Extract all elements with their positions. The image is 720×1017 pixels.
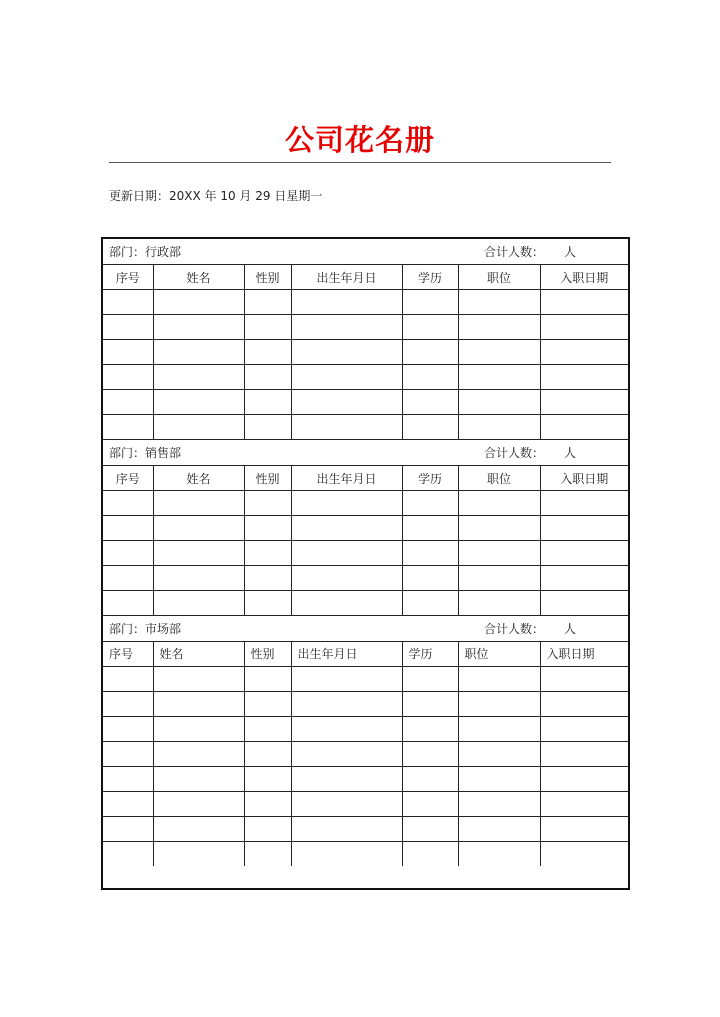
- dept-label: 部门：行政部: [109, 245, 182, 260]
- table-row: [103, 741, 628, 766]
- table-cell[interactable]: [458, 315, 540, 340]
- table-cell[interactable]: [402, 766, 458, 791]
- table-cell[interactable]: [291, 315, 402, 340]
- title-divider: [109, 162, 611, 163]
- table-cell[interactable]: [153, 816, 244, 841]
- table-cell[interactable]: [540, 340, 628, 365]
- table-cell[interactable]: [458, 791, 540, 816]
- table-cell[interactable]: [103, 390, 153, 415]
- table-cell[interactable]: [244, 365, 291, 390]
- table-cell[interactable]: [103, 491, 153, 516]
- table-cell[interactable]: [402, 315, 458, 340]
- headcount-label: 合计人数：: [483, 621, 544, 636]
- table-cell[interactable]: [458, 541, 540, 566]
- col-header-position: 职位: [458, 265, 540, 290]
- table-cell[interactable]: [458, 340, 540, 365]
- table-cell[interactable]: [244, 841, 291, 866]
- table-cell[interactable]: [244, 716, 291, 741]
- table-cell[interactable]: [153, 591, 244, 616]
- table-cell[interactable]: [103, 766, 153, 791]
- table-cell[interactable]: [103, 315, 153, 340]
- headcount-unit: 人: [563, 621, 576, 636]
- col-header-birthdate: 出生年月日: [291, 265, 402, 290]
- table-cell[interactable]: [291, 566, 402, 591]
- table-cell[interactable]: [153, 766, 244, 791]
- table-cell[interactable]: [153, 390, 244, 415]
- col-header-hire-date: 入职日期: [540, 641, 628, 666]
- table-cell[interactable]: [244, 791, 291, 816]
- col-header-education: 学历: [402, 265, 458, 290]
- table-cell[interactable]: [103, 691, 153, 716]
- table-cell[interactable]: [244, 315, 291, 340]
- dept-label: 部门：销售部: [109, 446, 182, 461]
- table-cell[interactable]: [540, 541, 628, 566]
- table-row: [103, 666, 628, 691]
- table-cell[interactable]: [291, 841, 402, 866]
- table-cell[interactable]: [153, 841, 244, 866]
- col-header-index: 序号: [103, 641, 153, 666]
- table-cell[interactable]: [540, 415, 628, 440]
- col-header-birthdate: 出生年月日: [291, 641, 402, 666]
- table-cell[interactable]: [103, 666, 153, 691]
- col-header-position: 职位: [458, 641, 540, 666]
- table-cell[interactable]: [540, 591, 628, 616]
- table-row: [103, 841, 628, 866]
- table-cell[interactable]: [402, 566, 458, 591]
- dept-header-row: [103, 616, 628, 642]
- headcount-label: 合计人数：: [483, 245, 544, 260]
- table-cell[interactable]: [402, 516, 458, 541]
- table-cell[interactable]: [540, 666, 628, 691]
- column-header-row: [103, 265, 628, 290]
- table-cell[interactable]: [458, 390, 540, 415]
- table-cell[interactable]: [402, 491, 458, 516]
- table-cell[interactable]: [103, 290, 153, 315]
- table-cell[interactable]: [291, 415, 402, 440]
- col-header-name: 姓名: [153, 466, 244, 491]
- headcount-label: 合计人数：: [483, 446, 544, 461]
- table-cell[interactable]: [540, 290, 628, 315]
- table-cell[interactable]: [291, 716, 402, 741]
- table-row: [103, 566, 628, 591]
- table-row: [103, 365, 628, 390]
- table-cell[interactable]: [291, 290, 402, 315]
- table-cell[interactable]: [291, 516, 402, 541]
- table-cell[interactable]: [244, 415, 291, 440]
- table-row: [103, 516, 628, 541]
- table-cell[interactable]: [540, 516, 628, 541]
- col-header-name: 姓名: [153, 641, 244, 666]
- table-row: [103, 340, 628, 365]
- table-cell[interactable]: [458, 415, 540, 440]
- table-cell[interactable]: [458, 566, 540, 591]
- table-cell[interactable]: [402, 816, 458, 841]
- table-cell[interactable]: [540, 741, 628, 766]
- table-cell[interactable]: [540, 791, 628, 816]
- table-cell[interactable]: [458, 691, 540, 716]
- table-cell[interactable]: [402, 390, 458, 415]
- table-cell[interactable]: [291, 791, 402, 816]
- table-row: [103, 415, 628, 440]
- table-cell[interactable]: [540, 390, 628, 415]
- table-cell[interactable]: [458, 816, 540, 841]
- table-cell[interactable]: [244, 691, 291, 716]
- table-row: [103, 491, 628, 516]
- col-header-index: 序号: [103, 466, 153, 491]
- column-header-row: [103, 641, 628, 666]
- table-cell[interactable]: [402, 541, 458, 566]
- table-cell[interactable]: [153, 716, 244, 741]
- table-cell[interactable]: [540, 365, 628, 390]
- table-cell[interactable]: [291, 691, 402, 716]
- table-cell[interactable]: [153, 516, 244, 541]
- table-cell[interactable]: [103, 516, 153, 541]
- table-cell[interactable]: [244, 340, 291, 365]
- table-cell[interactable]: [103, 741, 153, 766]
- roster-table-frame: [101, 237, 630, 890]
- table-cell[interactable]: [291, 491, 402, 516]
- table-cell[interactable]: [291, 541, 402, 566]
- table-row: [103, 791, 628, 816]
- column-header-row: [103, 466, 628, 491]
- table-cell[interactable]: [402, 290, 458, 315]
- table-cell[interactable]: [291, 591, 402, 616]
- table-cell[interactable]: [103, 791, 153, 816]
- table-cell[interactable]: [103, 716, 153, 741]
- table-cell[interactable]: [153, 791, 244, 816]
- table-cell[interactable]: [458, 591, 540, 616]
- col-header-birthdate: 出生年月日: [291, 466, 402, 491]
- col-header-hire-date: 入职日期: [540, 265, 628, 290]
- table-cell[interactable]: [103, 841, 153, 866]
- col-header-gender: 性别: [244, 466, 291, 491]
- table-cell[interactable]: [458, 716, 540, 741]
- table-cell[interactable]: [458, 841, 540, 866]
- col-header-index: 序号: [103, 265, 153, 290]
- col-header-name: 姓名: [153, 265, 244, 290]
- table-cell[interactable]: [458, 365, 540, 390]
- document-title: 公司花名册: [284, 123, 435, 157]
- table-cell[interactable]: [402, 791, 458, 816]
- table-cell[interactable]: [244, 516, 291, 541]
- table-cell[interactable]: [244, 390, 291, 415]
- table-cell[interactable]: [458, 741, 540, 766]
- table-cell[interactable]: [402, 340, 458, 365]
- update-date: 更新日期：20XX 年 10 月 29 日星期一: [109, 189, 323, 203]
- table-cell[interactable]: [244, 290, 291, 315]
- table-cell[interactable]: [540, 566, 628, 591]
- col-header-gender: 性别: [244, 641, 291, 666]
- dept-label: 部门：市场部: [109, 621, 182, 636]
- table-cell[interactable]: [103, 415, 153, 440]
- table-cell[interactable]: [402, 716, 458, 741]
- table-cell[interactable]: [244, 741, 291, 766]
- table-cell[interactable]: [291, 816, 402, 841]
- table-cell[interactable]: [291, 390, 402, 415]
- table-cell[interactable]: [540, 841, 628, 866]
- table-cell[interactable]: [458, 666, 540, 691]
- table-cell[interactable]: [458, 491, 540, 516]
- headcount: [484, 620, 628, 637]
- table-row: [103, 716, 628, 741]
- col-header-position: 职位: [458, 466, 540, 491]
- col-header-education: 学历: [402, 641, 458, 666]
- table-cell[interactable]: [291, 340, 402, 365]
- table-cell[interactable]: [103, 340, 153, 365]
- table-cell[interactable]: [402, 741, 458, 766]
- headcount: [484, 444, 628, 461]
- table-cell[interactable]: [402, 591, 458, 616]
- dept-header-row: [103, 440, 628, 466]
- table-cell[interactable]: [103, 816, 153, 841]
- table-cell[interactable]: [540, 491, 628, 516]
- table-row: [103, 390, 628, 415]
- table-cell[interactable]: [103, 541, 153, 566]
- table-cell[interactable]: [103, 566, 153, 591]
- table-cell[interactable]: [153, 666, 244, 691]
- table-cell[interactable]: [153, 290, 244, 315]
- table-cell[interactable]: [402, 365, 458, 390]
- dept-header-row: [103, 239, 628, 265]
- table-cell[interactable]: [153, 566, 244, 591]
- table-cell[interactable]: [402, 841, 458, 866]
- table-row: [103, 541, 628, 566]
- table-cell[interactable]: [458, 516, 540, 541]
- table-cell[interactable]: [458, 766, 540, 791]
- col-header-gender: 性别: [244, 265, 291, 290]
- table-cell[interactable]: [244, 766, 291, 791]
- table-cell[interactable]: [244, 591, 291, 616]
- table-cell[interactable]: [540, 716, 628, 741]
- table-cell[interactable]: [103, 365, 153, 390]
- roster-table: [103, 239, 628, 866]
- headcount-unit: 人: [563, 245, 576, 260]
- table-cell[interactable]: [153, 365, 244, 390]
- table-row: [103, 816, 628, 841]
- table-cell[interactable]: [540, 315, 628, 340]
- table-cell[interactable]: [153, 691, 244, 716]
- table-cell[interactable]: [244, 541, 291, 566]
- table-row: [103, 766, 628, 791]
- table-cell[interactable]: [458, 290, 540, 315]
- table-cell[interactable]: [153, 315, 244, 340]
- table-cell[interactable]: [153, 415, 244, 440]
- table-row: [103, 315, 628, 340]
- table-cell[interactable]: [153, 340, 244, 365]
- table-cell[interactable]: [402, 666, 458, 691]
- table-cell[interactable]: [291, 365, 402, 390]
- table-cell[interactable]: [291, 741, 402, 766]
- table-cell[interactable]: [402, 691, 458, 716]
- table-cell[interactable]: [244, 666, 291, 691]
- table-row: [103, 290, 628, 315]
- table-row: [103, 591, 628, 616]
- table-cell[interactable]: [402, 415, 458, 440]
- col-header-hire-date: 入职日期: [540, 466, 628, 491]
- table-cell[interactable]: [291, 666, 402, 691]
- table-cell[interactable]: [540, 816, 628, 841]
- table-cell[interactable]: [540, 766, 628, 791]
- table-cell[interactable]: [244, 566, 291, 591]
- headcount-unit: 人: [563, 446, 576, 461]
- table-row: [103, 691, 628, 716]
- table-cell[interactable]: [153, 541, 244, 566]
- table-cell[interactable]: [153, 491, 244, 516]
- table-cell[interactable]: [153, 741, 244, 766]
- table-cell[interactable]: [540, 691, 628, 716]
- headcount: [484, 243, 628, 260]
- table-cell[interactable]: [291, 766, 402, 791]
- col-header-education: 学历: [402, 466, 458, 491]
- table-cell[interactable]: [103, 591, 153, 616]
- table-cell[interactable]: [244, 491, 291, 516]
- table-cell[interactable]: [244, 816, 291, 841]
